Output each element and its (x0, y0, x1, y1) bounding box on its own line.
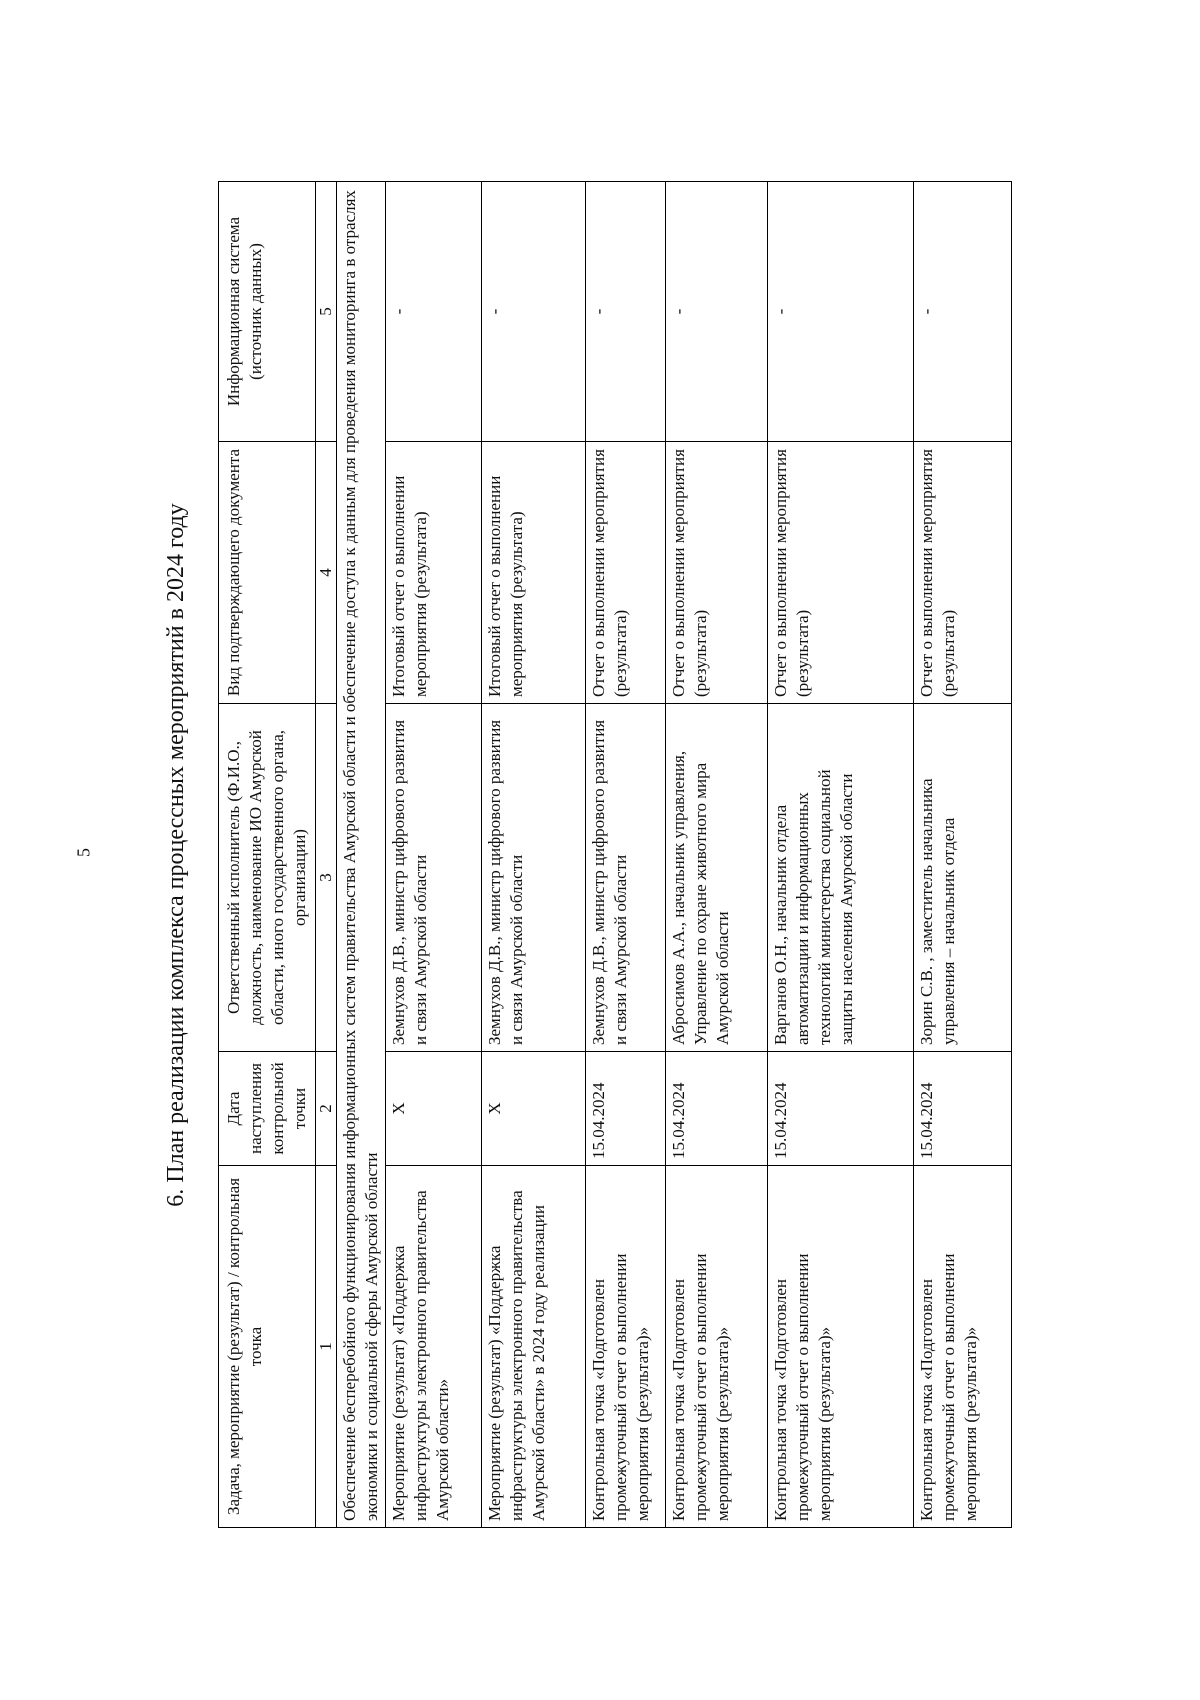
date-cell: X (386, 1052, 482, 1166)
document-cell: Отчет о выполнении мероприятия (результата) (768, 442, 914, 704)
table-row (482, 182, 586, 1528)
header-task: Задача, мероприятие (результат) / контрольная точка (219, 1166, 316, 1528)
table-row (914, 182, 1012, 1528)
rotated-page-content (150, 82, 1200, 1628)
header-system: Информационная система (источник данных) (219, 182, 316, 442)
system-cell: - (586, 182, 666, 442)
item-cell: Контрольная точка «Подготовлен промежуточный отчет о выполнении мероприятия (результата)» (768, 1166, 914, 1528)
column-number: 1 (316, 1166, 337, 1528)
date-cell: X (482, 1052, 586, 1166)
header-row (219, 182, 316, 1528)
column-number: 2 (316, 1052, 337, 1166)
document-cell: Итоговый отчет о выполнении мероприятия (результата) (482, 442, 586, 704)
plan-table (218, 181, 1012, 1528)
task-cell: Обеспечение бесперебойного функционирования информационных систем правительства Амурской области и обеспечение доступа к данным для проведения мониторинга в отраслях экономики и социальной сферы Амурской области (337, 182, 386, 1528)
table-row (768, 182, 914, 1528)
header-date: Дата наступления контрольной точки (219, 1052, 316, 1166)
table-row (666, 182, 768, 1528)
system-cell: - (768, 182, 914, 442)
table-row (386, 182, 482, 1528)
executor-cell: Варганов О.Н., начальник отдела автоматизации и информационных технологий министерства социальной защиты населения Амурской области (768, 704, 914, 1052)
column-number: 3 (316, 704, 337, 1052)
document-cell: Отчет о выполнении мероприятия (результата) (666, 442, 768, 704)
system-cell: - (386, 182, 482, 442)
column-numbers-row (316, 182, 337, 1528)
executor-cell: Абросимов А.А., начальник управления, Управление по охране животного мира Амурской области (666, 704, 768, 1052)
item-cell: Контрольная точка «Подготовлен промежуточный отчет о выполнении мероприятия (результата)» (586, 1166, 666, 1528)
item-cell: Контрольная точка «Подготовлен промежуточный отчет о выполнении мероприятия (результата)» (666, 1166, 768, 1528)
date-cell: 15.04.2024 (666, 1052, 768, 1166)
page-title: 6. План реализации комплекса процессных мероприятий в 2024 году (163, 503, 189, 1207)
document-cell: Итоговый отчет о выполнении мероприятия (результата) (386, 442, 482, 704)
page-number: 5 (73, 848, 94, 857)
item-cell: Мероприятие (результат) «Поддержка инфраструктуры электронного правительства Амурской области» (386, 1166, 482, 1528)
system-cell: - (666, 182, 768, 442)
item-cell: Контрольная точка «Подготовлен промежуточный отчет о выполнении мероприятия (результата)» (914, 1166, 1012, 1528)
executor-cell: Зорин С.В. , заместитель начальника управления – начальник отдела (914, 704, 1012, 1052)
executor-cell: Земнухов Д.В., министр цифрового развития и связи Амурской области (586, 704, 666, 1052)
date-cell: 15.04.2024 (586, 1052, 666, 1166)
column-number: 4 (316, 442, 337, 704)
table-row (586, 182, 666, 1528)
executor-cell: Земнухов Д.В., министр цифрового развития и связи Амурской области (482, 704, 586, 1052)
task-row (337, 182, 386, 1528)
document-cell: Отчет о выполнении мероприятия (результата) (914, 442, 1012, 704)
document-cell: Отчет о выполнении мероприятия (результата) (586, 442, 666, 704)
system-cell: - (914, 182, 1012, 442)
system-cell: - (482, 182, 586, 442)
date-cell: 15.04.2024 (914, 1052, 1012, 1166)
header-executor: Ответственный исполнитель (Ф.И.О., должность, наименование ИО Амурской области, иного государственного органа, организации) (219, 704, 316, 1052)
column-number: 5 (316, 182, 337, 442)
executor-cell: Земнухов Д.В., министр цифрового развития и связи Амурской области (386, 704, 482, 1052)
date-cell: 15.04.2024 (768, 1052, 914, 1166)
item-cell: Мероприятие (результат) «Поддержка инфраструктуры электронного правительства Амурской области» в 2024 году реализации (482, 1166, 586, 1528)
header-document: Вид подтверждающего документа (219, 442, 316, 704)
